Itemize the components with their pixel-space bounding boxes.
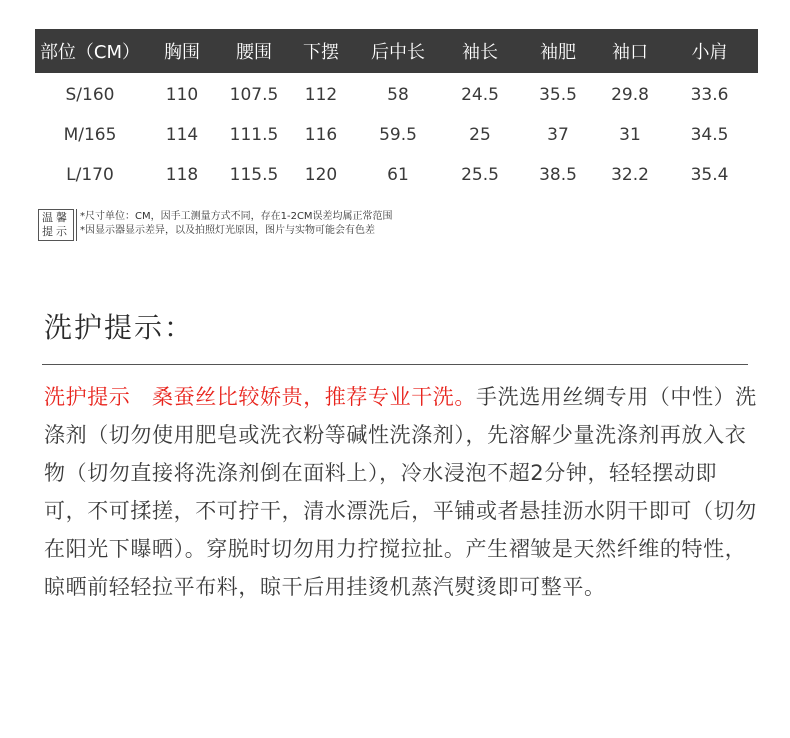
table-cell: 116 [304,125,338,145]
table-cell: 33.6 [690,85,729,105]
table-cell: 107.5 [229,85,279,105]
warm-tip-badge [38,209,74,241]
size-note [38,209,393,241]
header-chest: 胸围 [145,29,219,73]
table-cell: M/165 [63,125,117,145]
table-cell: 25.5 [461,165,499,185]
care-title: 洗护提示： [44,311,195,344]
header-cuff: 袖口 [599,29,661,73]
table-cell: L/170 [66,165,114,185]
table-cell: 29.8 [611,85,649,105]
table-cell: 115.5 [229,165,279,185]
table-cell: 114 [165,125,199,145]
care-instructions [44,378,758,606]
badge-bottom-text: 提示 [42,225,70,238]
note-line-color: *因显示器显示差异，以及拍照灯光原因，图片与实物可能会有色差 [80,225,375,236]
table-cell: 118 [165,165,199,185]
care-lead-highlight: 洗护提示 桑蚕丝比较娇贵，推荐专业干洗。 [44,385,476,409]
care-body-text: 手洗选用丝绸专用（中性）洗涤剂（切勿使用肥皂或洗衣粉等碱性洗涤剂），先溶解少量洗涤剂再放入衣物（切勿直接将洗涤剂倒在面料上），冷水浸泡不超2分钟，轻轻摆动即可，不可揉搓，不可拧干，清水漂洗后，平铺或者悬挂沥水阴干即可（切勿在阳光下曝晒）。穿脱时切勿用力拧搅拉扯。产生褶皱是天然纤维的特性，晾晒前轻轻拉平布料，晾干后用挂烫机蒸汽熨烫即可整平。 [44,385,757,599]
table-row [35,155,758,195]
table-row [35,115,758,155]
table-cell: 59.5 [379,125,417,145]
table-cell: 35.5 [539,85,577,105]
badge-top-text: 温馨 [42,211,70,224]
note-lines [76,209,393,241]
table-cell: 38.5 [539,165,577,185]
table-cell: 25 [469,125,491,145]
header-sleeve-width: 袖肥 [517,29,599,73]
note-line-measurement: *尺寸单位：CM，因手工测量方式不同，存在1-2CM误差均属正常范围 [80,211,393,222]
table-cell: 24.5 [461,85,499,105]
table-cell: 112 [304,85,338,105]
table-cell: 32.2 [611,165,649,185]
divider [42,364,748,365]
table-cell: 31 [619,125,641,145]
table-cell: 110 [165,85,199,105]
header-sleeve-length: 袖长 [443,29,517,73]
header-shoulder: 小肩 [661,29,758,73]
header-hem: 下摆 [289,29,353,73]
table-row [35,73,758,115]
header-waist: 腰围 [219,29,289,73]
table-cell: 35.4 [690,165,729,185]
header-back-length: 后中长 [353,29,443,73]
size-table-header-row [35,29,758,73]
header-part: 部位（CM） [35,29,145,73]
table-cell: 34.5 [690,125,729,145]
table-cell: 61 [387,165,409,185]
table-cell: S/160 [65,85,115,105]
size-table [35,29,758,195]
table-cell: 111.5 [229,125,279,145]
table-cell: 120 [304,165,338,185]
table-cell: 37 [547,125,569,145]
table-cell: 58 [387,85,409,105]
